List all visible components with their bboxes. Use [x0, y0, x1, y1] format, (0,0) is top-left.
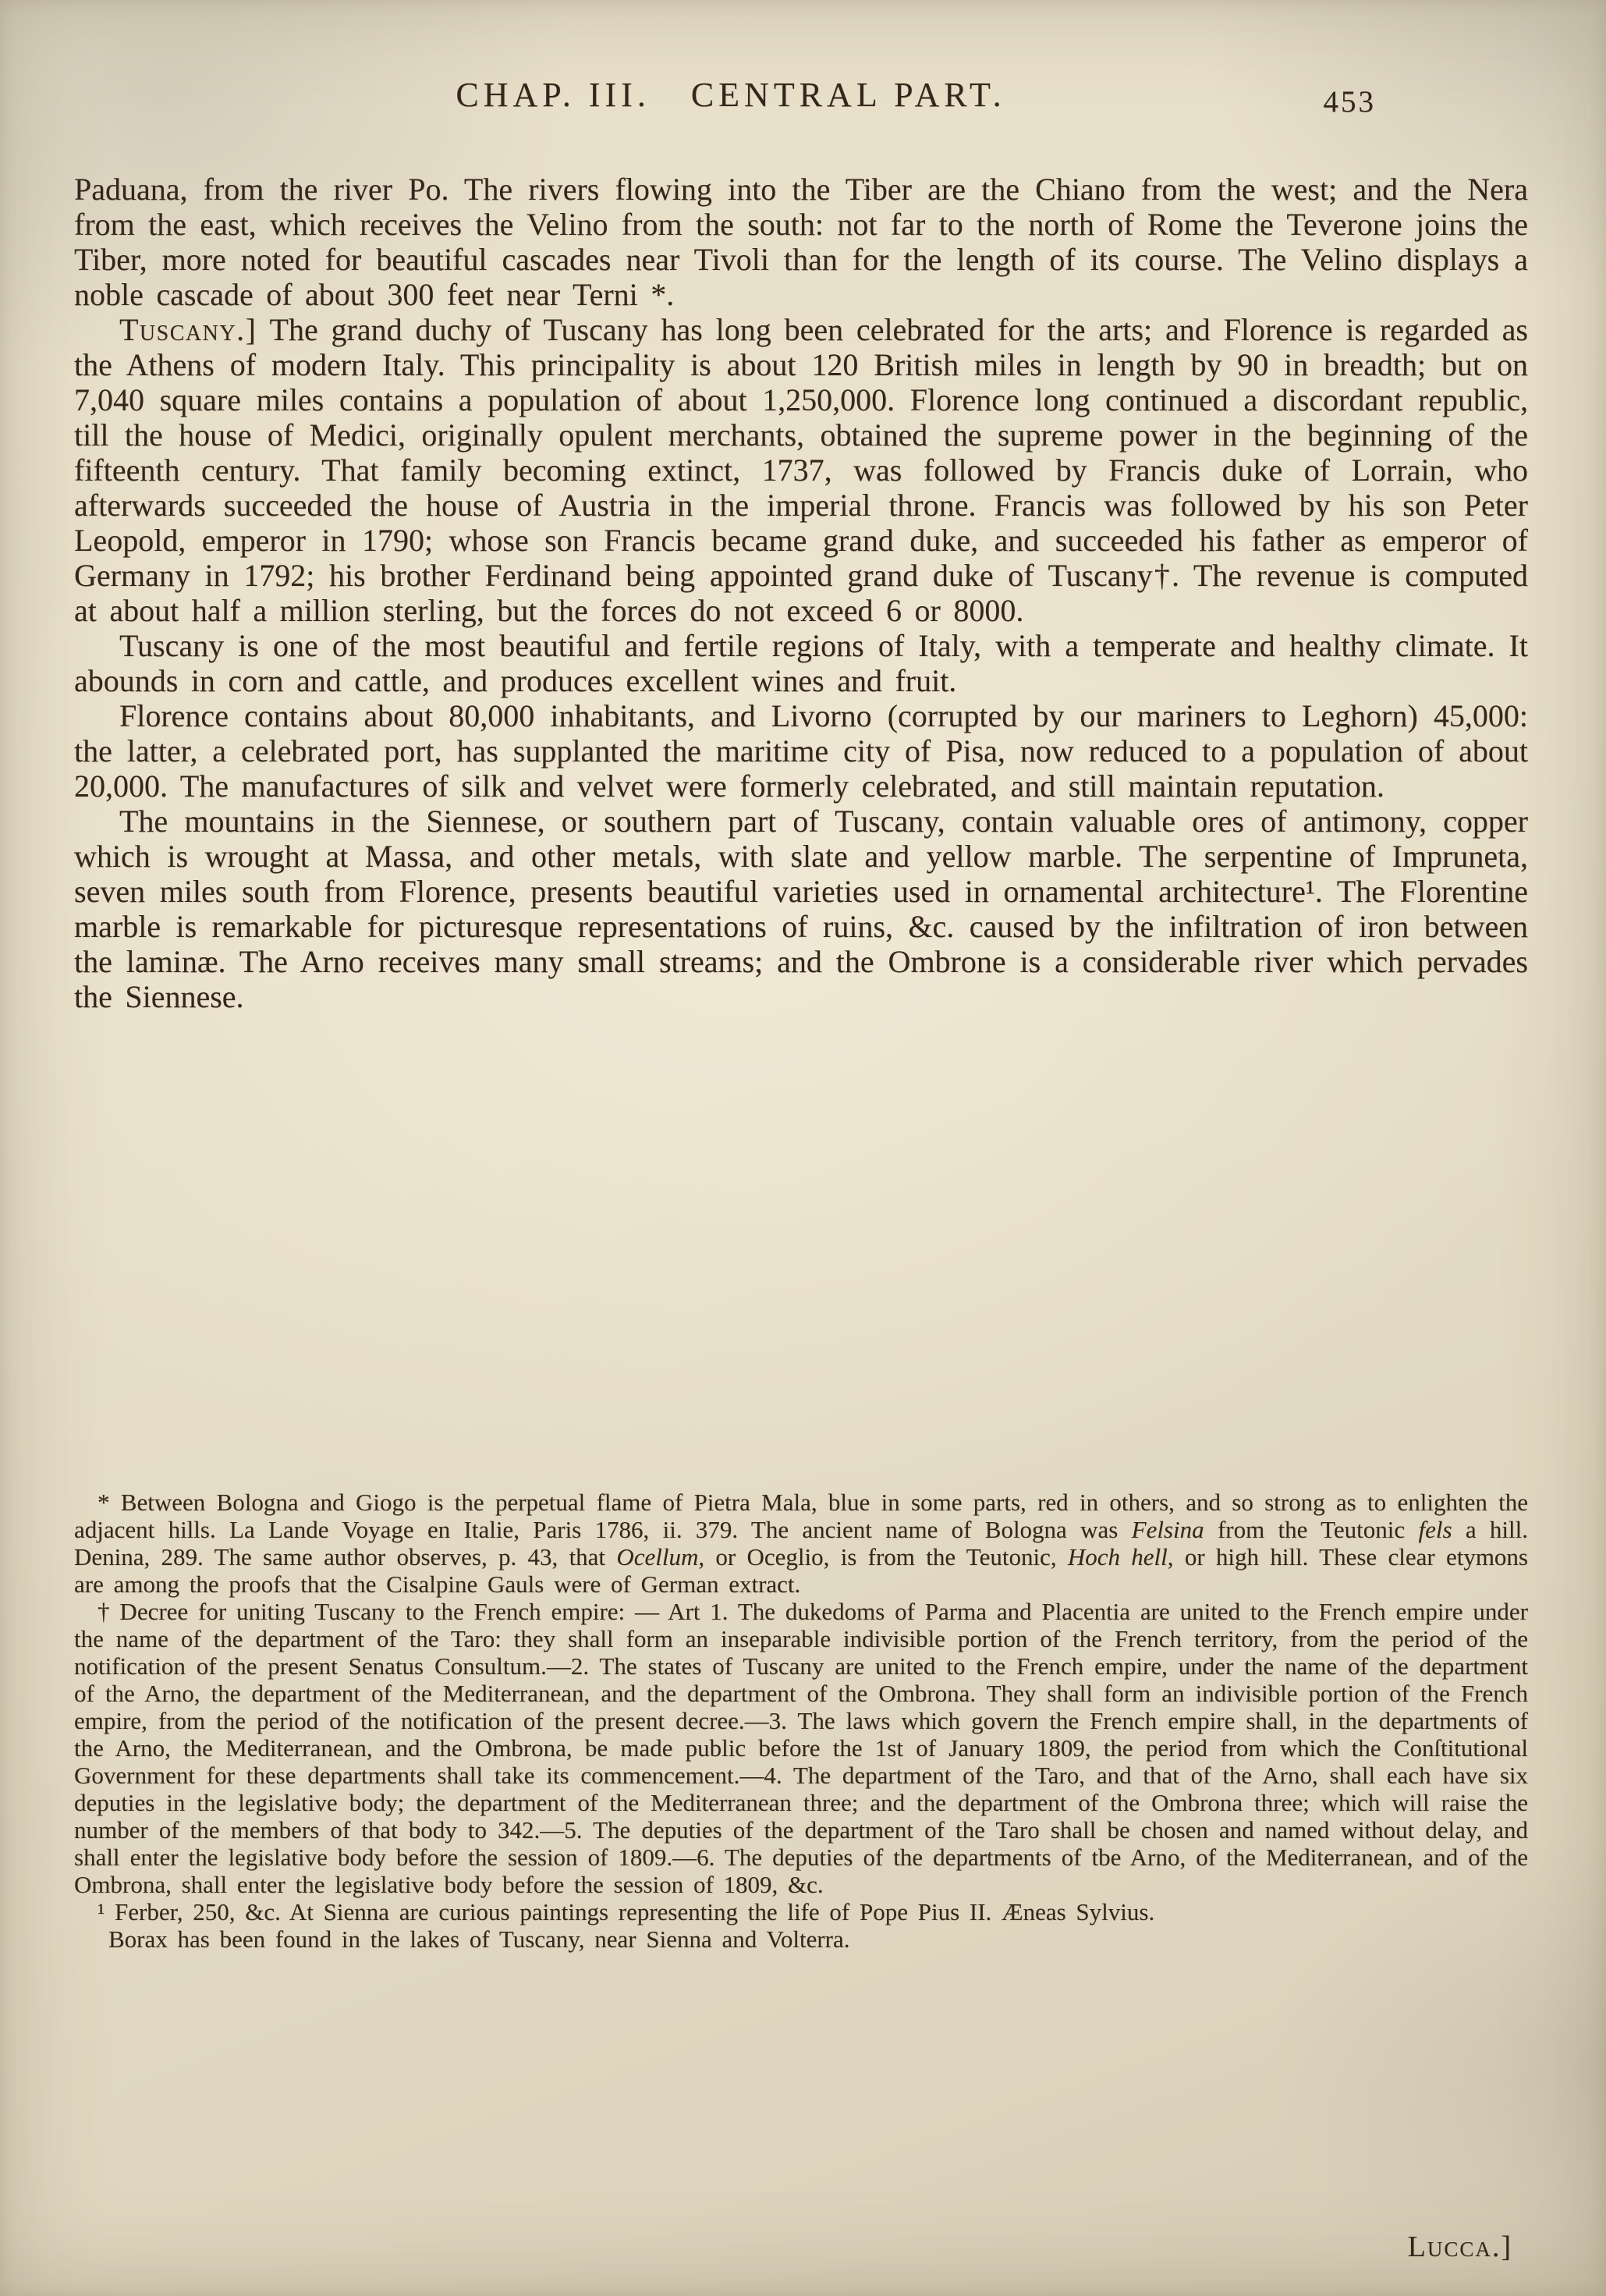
footnote-asterisk-pietra-mala: * Between Bologna and Giogo is the perpetual flame of Pietra Mala, blue in some parts, red in others, and so strong as to enlighten the adjacent hills. La Lande Voyage en Italie, Paris 1786, ii. 379. The ancient name of Bologna was Felsina from the Teutonic fels a hill. Denina, 289. The same author observes, p. 43, that Ocellum, or Oceglio, is from the Teutonic, Hoch hell, or high hill. These clear etymons are among the proofs that the Cisalpine Gauls were of German extract.: [74, 1489, 1529, 1598]
page-number: 453: [1323, 85, 1376, 119]
footnote-1-ferber: ¹ Ferber, 250, &c. At Sienna are curious paintings representing the life of Pope Pius II. Æneas Sylvius.: [97, 1898, 1155, 1925]
page-header: [74, 75, 1528, 131]
footnote-dagger-french-decree: † Decree for uniting Tuscany to the French empire: — Art 1. The dukedoms of Parma and Placentia are united to the French empire under the name of the department of the Taro: they shall form an inseparable indivisible portion of the French territory, from the period of the notification of the present Senatus Consultum.—2. The states of Tuscany are united to the French empire, under the name of the department of the Arno, the department of the Mediterranean, and the department of the Ombrona. They shall form an indivisible portion of the French empire, from the period of the notification of the present decree.—3. The laws which govern the French empire shall, in the departments of the Arno, the Mediterranean, and the Ombrona, be made public before the 1st of January 1809, the period from which the Conſtitutional Government for these departments shall take its commencement.—4. The department of the Taro, and that of the Arno, shall each have six deputies in the legislative body; the department of the Mediterranean three; and the department of the Ombrona three; which will raise the number of the members of that body to 342.—5. The deputies of the department of the Taro shall be chosen and named without delay, and shall enter the legislative body before the session of 1809.—6. The deputies of the departments of tbe Arno, of the Mediterranean, and of the Ombrona, shall enter the legislative body before the session of 1809, &c.: [74, 1598, 1528, 1898]
chapter-heading: CHAP. III.: [456, 76, 651, 114]
footnotes-block: [74, 1489, 1528, 1953]
footnote-borax: Borax has been found in the lakes of Tuscany, near Sienna and Volterra.: [108, 1925, 850, 1953]
paragraph-tuscany-duchy: Tuscany.] The grand duchy of Tuscany has long been celebrated for the arts; and Florence is regarded as the Athens of modern Italy. This principality is about 120 British miles in length by 90 in breadth; but on 7,040 square miles contains a population of about 1,250,000. Florence long continued a discordant republic, till the house of Medici, originally opulent merchants, obtained the supreme power in the beginning of the fifteenth century. That family becoming extinct, 1737, was followed by Francis duke of Lorrain, who afterwards succeeded the house of Austria in the imperial throne. Francis was followed by his son Peter Leopold, emperor in 1790; whose son Francis became grand duke, and succeeded his father as emperor of Germany in 1792; his brother Ferdinand being appointed grand duke of Tuscany†. The revenue is computed at about half a million sterling, but the forces do not exceed 6 or 8000.: [74, 312, 1528, 628]
section-heading: CENTRAL PART.: [690, 76, 1006, 114]
catchword: Lucca.]: [1407, 2230, 1512, 2263]
paragraph-tuscany-climate: Tuscany is one of the most beautiful and fertile regions of Italy, with a temperate and healthy climate. It abounds in corn and cattle, and produces excellent wines and fruit.: [74, 628, 1528, 698]
page-body: [74, 172, 1528, 1443]
paragraph-siennese-mountains: The mountains in the Siennese, or southern part of Tuscany, contain valuable ores of antimony, copper which is wrought at Massa, and other metals, with slate and yellow marble. The serpentine of Impruneta, seven miles south from Florence, presents beautiful varieties used in ornamental architecture¹. The Florentine marble is remarkable for picturesque representations of ruins, &c. caused by the infiltration of iron between the laminæ. The Arno receives many small streams; and the Ombrone is a considerable river which pervades the Siennese.: [74, 804, 1528, 1014]
paragraph-rivers-continuation: Paduana, from the river Po. The rivers flowing into the Tiber are the Chiano from the west; and the Nera from the east, which receives the Velino from the south: not far to the north of Rome the Teverone joins the Tiber, more noted for beautiful cascades near Tivoli than for the length of its course. The Velino displays a noble cascade of about 300 feet near Terni *.: [74, 172, 1528, 312]
running-head: [74, 75, 1528, 115]
paragraph-florence-population: Florence contains about 80,000 inhabitants, and Livorno (corrupted by our mariners to Leghorn) 45,000: the latter, a celebrated port, has supplanted the maritime city of Pisa, now reduced to a population of about 20,000. The manufactures of silk and velvet were formerly celebrated, and still maintain reputation.: [74, 698, 1528, 804]
